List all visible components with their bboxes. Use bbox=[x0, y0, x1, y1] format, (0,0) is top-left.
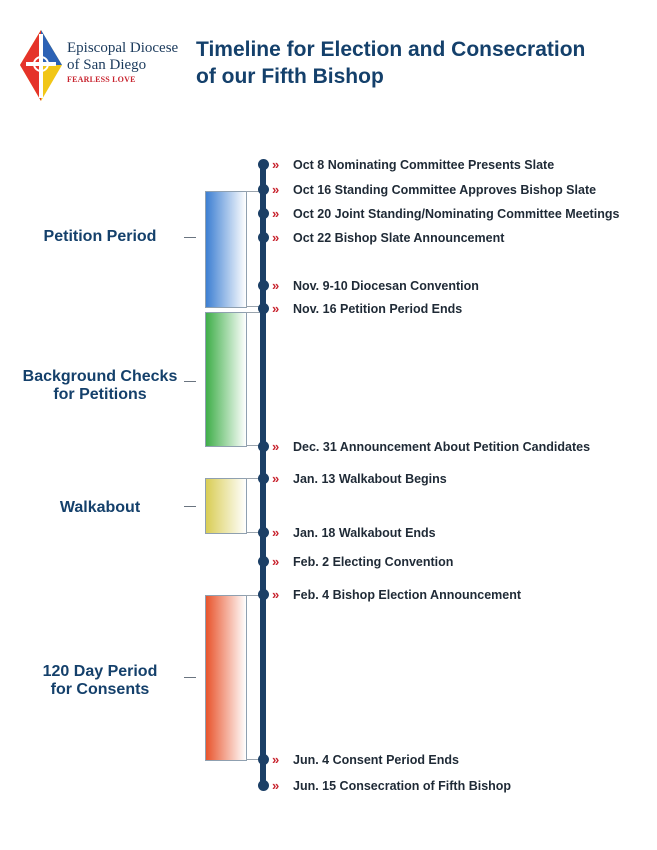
walkabout-label-line1: Walkabout bbox=[59, 499, 141, 516]
chevron-icon: » bbox=[272, 554, 279, 569]
timeline-dot bbox=[258, 303, 269, 314]
event-jun-4: Jun. 4 Consent Period Ends bbox=[293, 753, 459, 767]
consents-period-tick bbox=[184, 677, 196, 678]
consents-period-bar bbox=[205, 595, 247, 761]
logo-name-line2: of San Diego bbox=[67, 57, 147, 73]
chevron-icon: » bbox=[272, 752, 279, 767]
event-oct-16: Oct 16 Standing Committee Approves Bishop Slate bbox=[293, 183, 597, 197]
petition-period-label-line1: Petition Period bbox=[43, 228, 157, 245]
consents-period-label bbox=[0, 663, 200, 699]
timeline-dot bbox=[258, 589, 269, 600]
walkabout-bar bbox=[205, 478, 247, 534]
background-checks-tick bbox=[184, 381, 196, 382]
chevron-icon: » bbox=[272, 439, 279, 454]
petition-period-tick bbox=[184, 237, 196, 238]
event-dec-31: Dec. 31 Announcement About Petition Candidates bbox=[293, 440, 591, 454]
consents-period-label-line2: for Consents bbox=[50, 681, 150, 698]
event-feb-4: Feb. 4 Bishop Election Announcement bbox=[293, 588, 522, 602]
timeline-dot bbox=[258, 473, 269, 484]
logo-tagline: FEARLESS LOVE bbox=[67, 75, 136, 84]
chevron-icon: » bbox=[272, 230, 279, 245]
chevron-icon: » bbox=[272, 157, 279, 172]
background-checks-bar bbox=[205, 312, 247, 447]
title-line1: Timeline for Election and Consecration bbox=[196, 38, 586, 61]
chevron-icon: » bbox=[272, 587, 279, 602]
chevron-icon: » bbox=[272, 182, 279, 197]
walkabout-label bbox=[0, 499, 200, 517]
timeline-dot bbox=[258, 280, 269, 291]
consents-period-label-line1: 120 Day Period bbox=[42, 663, 158, 680]
diocese-cross-icon bbox=[18, 28, 64, 103]
timeline-dot bbox=[258, 232, 269, 243]
background-checks-label bbox=[0, 368, 200, 404]
chevron-icon: » bbox=[272, 778, 279, 793]
event-nov-16: Nov. 16 Petition Period Ends bbox=[293, 302, 463, 316]
timeline-dot bbox=[258, 780, 269, 791]
event-nov-9-10: Nov. 9-10 Diocesan Convention bbox=[293, 279, 479, 293]
event-jan-13: Jan. 13 Walkabout Begins bbox=[293, 472, 447, 486]
petition-period-label bbox=[0, 228, 200, 246]
timeline-dot bbox=[258, 184, 269, 195]
chevron-icon: » bbox=[272, 471, 279, 486]
event-feb-2: Feb. 2 Electing Convention bbox=[293, 555, 454, 569]
chevron-icon: » bbox=[272, 278, 279, 293]
timeline-dot bbox=[258, 556, 269, 567]
diocese-logo bbox=[18, 28, 193, 103]
event-jan-18: Jan. 18 Walkabout Ends bbox=[293, 526, 436, 540]
event-oct-20: Oct 20 Joint Standing/Nominating Committee Meetings bbox=[293, 207, 620, 221]
timeline-dot bbox=[258, 754, 269, 765]
event-oct-22: Oct 22 Bishop Slate Announcement bbox=[293, 231, 505, 245]
event-jun-15: Jun. 15 Consecration of Fifth Bishop bbox=[293, 779, 512, 793]
timeline-dot bbox=[258, 441, 269, 452]
background-checks-label-line1: Background Checks bbox=[22, 368, 178, 385]
timeline-dot bbox=[258, 527, 269, 538]
chevron-icon: » bbox=[272, 525, 279, 540]
timeline-dot bbox=[258, 159, 269, 170]
background-checks-label-line2: for Petitions bbox=[53, 386, 147, 403]
timeline-dot bbox=[258, 208, 269, 219]
chevron-icon: » bbox=[272, 301, 279, 316]
walkabout-tick bbox=[184, 506, 196, 507]
logo-name-line1: Episcopal Diocese bbox=[67, 40, 179, 56]
chevron-icon: » bbox=[272, 206, 279, 221]
title-line2: of our Fifth Bishop bbox=[196, 65, 384, 88]
event-oct-8: Oct 8 Nominating Committee Presents Slate bbox=[293, 158, 555, 172]
page-title bbox=[196, 36, 646, 90]
petition-period-bar bbox=[205, 191, 247, 308]
